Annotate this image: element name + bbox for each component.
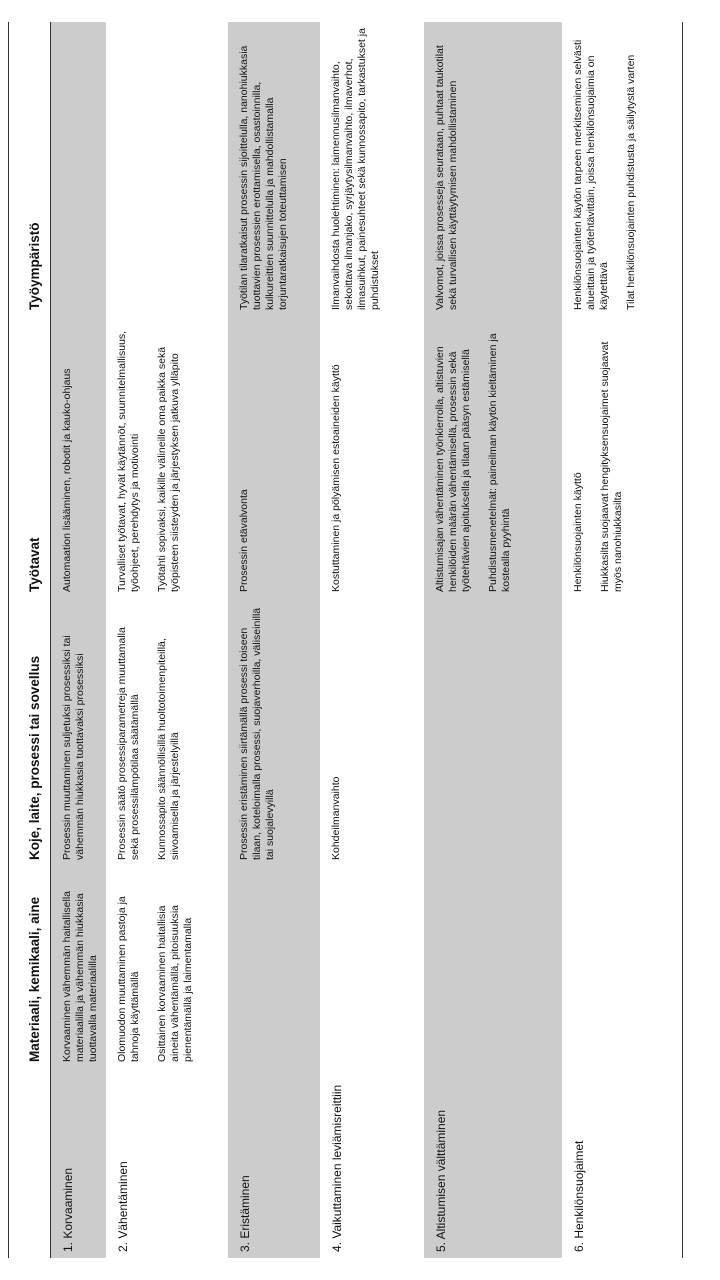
row-label: 2. Vähentäminen [116,1161,130,1252]
cell-methods [562,316,682,598]
cell-text: Henkilönsuojainten käytön tarpeen merkitseminen selvästi alueittain ja työtehtävittäin, joissa henkilönsuojaimia on käytettävä [572,39,610,310]
cell-text: Olomuodon muuttaminen pastoja ja tahnoja käyttämällä [116,896,141,1062]
row-label: 1. Korvaaminen [51,1068,107,1258]
cell-text: Korvaaminen vähemmän haitallisella materiaalilla ja vähemmän hiukkasia tuottavalla materiaalilla [61,890,99,1062]
cell-methods [106,316,228,598]
header-material: Materiaali, kemikaali, aine [9,866,51,1068]
cell-methods [320,316,424,598]
header-methods: Työtavat [9,316,51,598]
cell-material [562,866,682,1068]
nanoparticle-control-table [8,22,683,1258]
table-row [106,22,228,1258]
row-label: 5. Altistumisen välttäminen [424,1068,562,1258]
table-row [424,22,562,1258]
row-label: 4. Vaikuttaminen leviämisreittiin [330,1084,344,1252]
header-row [9,22,51,1258]
cell-methods [424,316,562,598]
table-row [562,22,682,1258]
cell-environment [424,22,562,316]
cell-text: Valvomot, joissa prosesseja seurataan, puhtaat taukotilat sekä turvallisen käyttäytymisen mahdollistaminen [434,45,459,310]
cell-device [320,598,424,866]
cell-material [424,866,562,1068]
cell-text: Kohdeilmanvaihto [330,776,342,860]
cell-text: Prosessin säätö prosessiparametreja muuttamalla sekä prosessilämpötilaa säätämällä [116,627,141,860]
cell-text: Työtahti sopivaksi, kaikille välineille oma paikka sekä työpisteen siisteyden ja järjestyksen jatkuva ylläpito [156,346,181,592]
cell-environment [106,22,228,316]
cell-material [106,866,228,1068]
rotated-table-wrapper [0,10,720,1270]
cell-material [51,866,107,1068]
cell-device [562,598,682,866]
header-device: Koje, laite, prosessi tai sovellus [9,598,51,866]
cell-methods [51,316,107,598]
cell-device [424,598,562,866]
cell-environment [51,22,107,316]
cell-device [228,598,320,866]
cell-environment [562,22,682,316]
cell-text: Ilmanvaihdosta huolehtiminen: laimennusilmanvaihto, sekoittava ilmanjako, syrjäytysilmanvaihto, ilmaverhot, ilmasuihkut, painesuhteet sekä kunnossapito, tarkastukset ja puhdistukset [330,28,381,310]
cell-text: Kunnossapito säännöllisillä huoltotoimenpiteillä, siivoamisella ja järjestelyillä [156,638,181,860]
table-row [51,22,107,1258]
header-environment: Työympäristö [9,22,51,316]
row-label: 6. Henkilönsuojaimet [562,1068,682,1258]
cell-text: Prosessin eristäminen siirtämällä prosessi toiseen tilaan, koteloimalla prosessi, suojaverhoilla, väliseinillä tai suojalevyillä [238,607,276,860]
cell-text: Puhdistusmenetelmät: paineilman käytön kieltäminen ja kostealla pyyhintä [487,333,512,592]
cell-text: Henkilönsuojainten käyttö [572,472,584,592]
cell-device [106,598,228,866]
cell-text: Kostuttaminen ja pölyämisen estoaineiden käyttö [330,364,342,592]
row-label: 3. Eristäminen [228,1068,320,1258]
cell-material [320,866,424,1068]
cell-text: Osittainen korvaaminen haitallisia aineita vähentämällä, pitoisuuksia pienentämällä ja laimentamalla [156,904,194,1062]
table-row [228,22,320,1258]
cell-text: Prosessin etävalvonta [238,489,250,592]
table-row [320,22,424,1258]
cell-methods [228,316,320,598]
cell-text: Prosessin muuttaminen suljetuksi prosessiksi tai vähemmän hiukkasia tuottavaksi prosessiksi [61,635,86,860]
header-empty [9,1068,51,1258]
cell-environment [320,22,424,316]
cell-device [51,598,107,866]
cell-text: Työtilan tilaratkaisut prosessin sijoittelulla, nanohiukkasia tuottavien prosessien erottamisella, osastoinnilla, kulkureittien suunnittelulla ja mahdollistamalla torjuntaratkaisujen toteuttamisen [238,45,289,310]
cell-text: Hiukkasilta suojaavat hengityksensuojaimet suojaavat myös nanohiukkasilta [599,341,624,592]
cell-environment [228,22,320,316]
cell-text: Tilat henkilönsuojainten puhdistusta ja säilytystä varten [625,54,637,310]
cell-material [228,866,320,1068]
cell-text: Altistumisajan vähentäminen työnkierrolla, altistuvien henkilöiden määrän vähentämisellä, prosessin sekä työtehtävien ajoituksella ja tilaan pääsyn estämisellä [434,346,472,592]
cell-text: Turvalliset työtavat, hyvät käytännöt, suunnitelmallisuus, työohjeet, perehdytys ja motivointi [116,330,141,592]
cell-text: Automaation lisääminen, robotit ja kauko-ohjaus [61,368,73,592]
